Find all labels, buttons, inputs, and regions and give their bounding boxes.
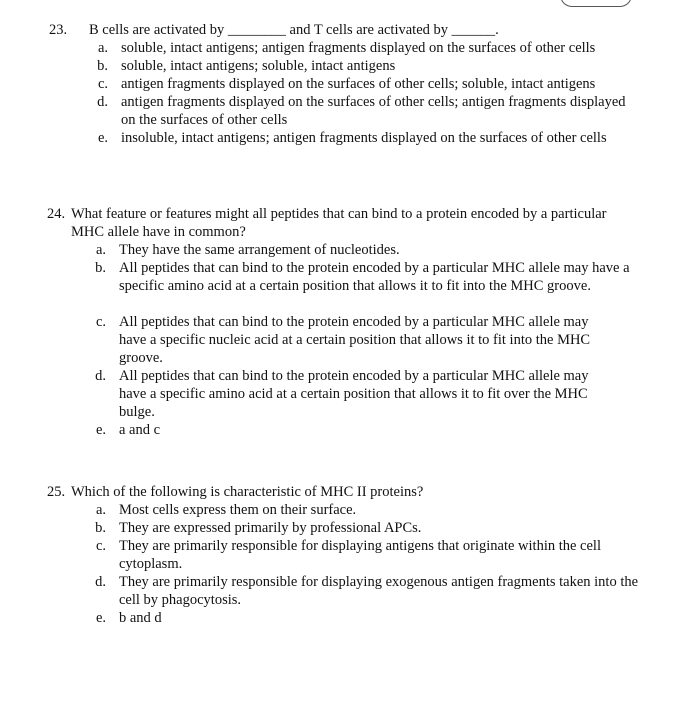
option-d <box>0 573 675 609</box>
option-text: insoluble, intact antigens; antigen fragments displayed on the surfaces of other cells <box>121 130 607 146</box>
option-letter: d. <box>97 94 108 110</box>
question-24 <box>0 205 675 438</box>
option-letter: e. <box>95 422 106 438</box>
question-header <box>0 21 675 39</box>
option-letter: c. <box>95 314 106 330</box>
question-header <box>0 483 675 501</box>
option-letter: b. <box>95 260 106 276</box>
option-letter: c. <box>95 538 106 554</box>
option-letter: a. <box>95 502 106 518</box>
option-letter: a. <box>95 242 106 258</box>
question-23 <box>0 21 675 146</box>
option-a <box>0 501 675 519</box>
option-text: They have the same arrangement of nucleotides. <box>119 242 400 258</box>
option-e <box>0 421 675 439</box>
option-text: They are primarily responsible for displaying exogenous antigen fragments taken into the cell by phagocytosis. <box>119 574 639 608</box>
option-d <box>0 367 675 421</box>
option-c <box>0 537 675 573</box>
option-list <box>0 241 675 439</box>
option-text: They are primarily responsible for displaying antigens that originate within the cell cytoplasm. <box>119 538 601 572</box>
question-number: 23. <box>49 22 68 38</box>
option-a <box>0 241 675 259</box>
option-text: soluble, intact antigens; antigen fragments displayed on the surfaces of other cells <box>121 40 596 56</box>
option-letter: d. <box>95 368 106 384</box>
option-d <box>0 93 675 129</box>
option-b <box>0 259 675 313</box>
option-b <box>0 57 675 75</box>
option-text: All peptides that can bind to the protein encoded by a particular MHC allele may have a specific amino acid at a certain position that allows it to fit into the MHC groove. <box>119 260 630 294</box>
option-text: antigen fragments displayed on the surfaces of other cells; antigen fragments displayed on the surfaces of other cells <box>121 94 626 128</box>
option-text: All peptides that can bind to the protein encoded by a particular MHC allele may have a specific nucleic acid at a certain position that allows it to fit into the MHC groove. <box>119 314 591 366</box>
option-a <box>0 39 675 57</box>
option-text: Most cells express them on their surface. <box>119 502 357 518</box>
option-c <box>0 75 675 93</box>
option-letter: b. <box>95 520 106 536</box>
option-text: a and c <box>119 422 161 438</box>
question-header <box>0 205 675 241</box>
option-list <box>0 39 675 165</box>
option-b <box>0 519 675 537</box>
option-letter: d. <box>95 574 106 590</box>
option-letter: e. <box>97 130 108 146</box>
option-list <box>0 501 675 627</box>
option-text: antigen fragments displayed on the surfaces of other cells; soluble, intact antigens <box>121 76 596 92</box>
option-text: soluble, intact antigens; soluble, intact antigens <box>121 58 396 74</box>
option-text: All peptides that can bind to the protein encoded by a particular MHC allele may have a specific amino acid at a certain position that allows it to fit over the MHC bulge. <box>119 368 589 420</box>
question-25 <box>0 483 675 626</box>
question-stem: B cells are activated by ________ and T cells are activated by ______. <box>89 22 499 38</box>
option-text: They are expressed primarily by professional APCs. <box>119 520 422 536</box>
page-corner-mark <box>560 0 632 7</box>
question-number: 25. <box>47 484 66 500</box>
question-number: 24. <box>47 206 66 222</box>
option-letter: b. <box>97 58 108 74</box>
option-c <box>0 313 675 367</box>
question-stem: What feature or features might all peptides that can bind to a protein encoded by a particular MHC allele have in common? <box>71 206 607 240</box>
option-letter: e. <box>95 610 106 626</box>
option-letter: a. <box>97 40 108 56</box>
question-stem: Which of the following is characteristic of MHC II proteins? <box>71 484 424 500</box>
option-text: b and d <box>119 610 162 626</box>
option-e <box>0 609 675 627</box>
option-e <box>0 129 675 165</box>
option-letter: c. <box>97 76 108 92</box>
